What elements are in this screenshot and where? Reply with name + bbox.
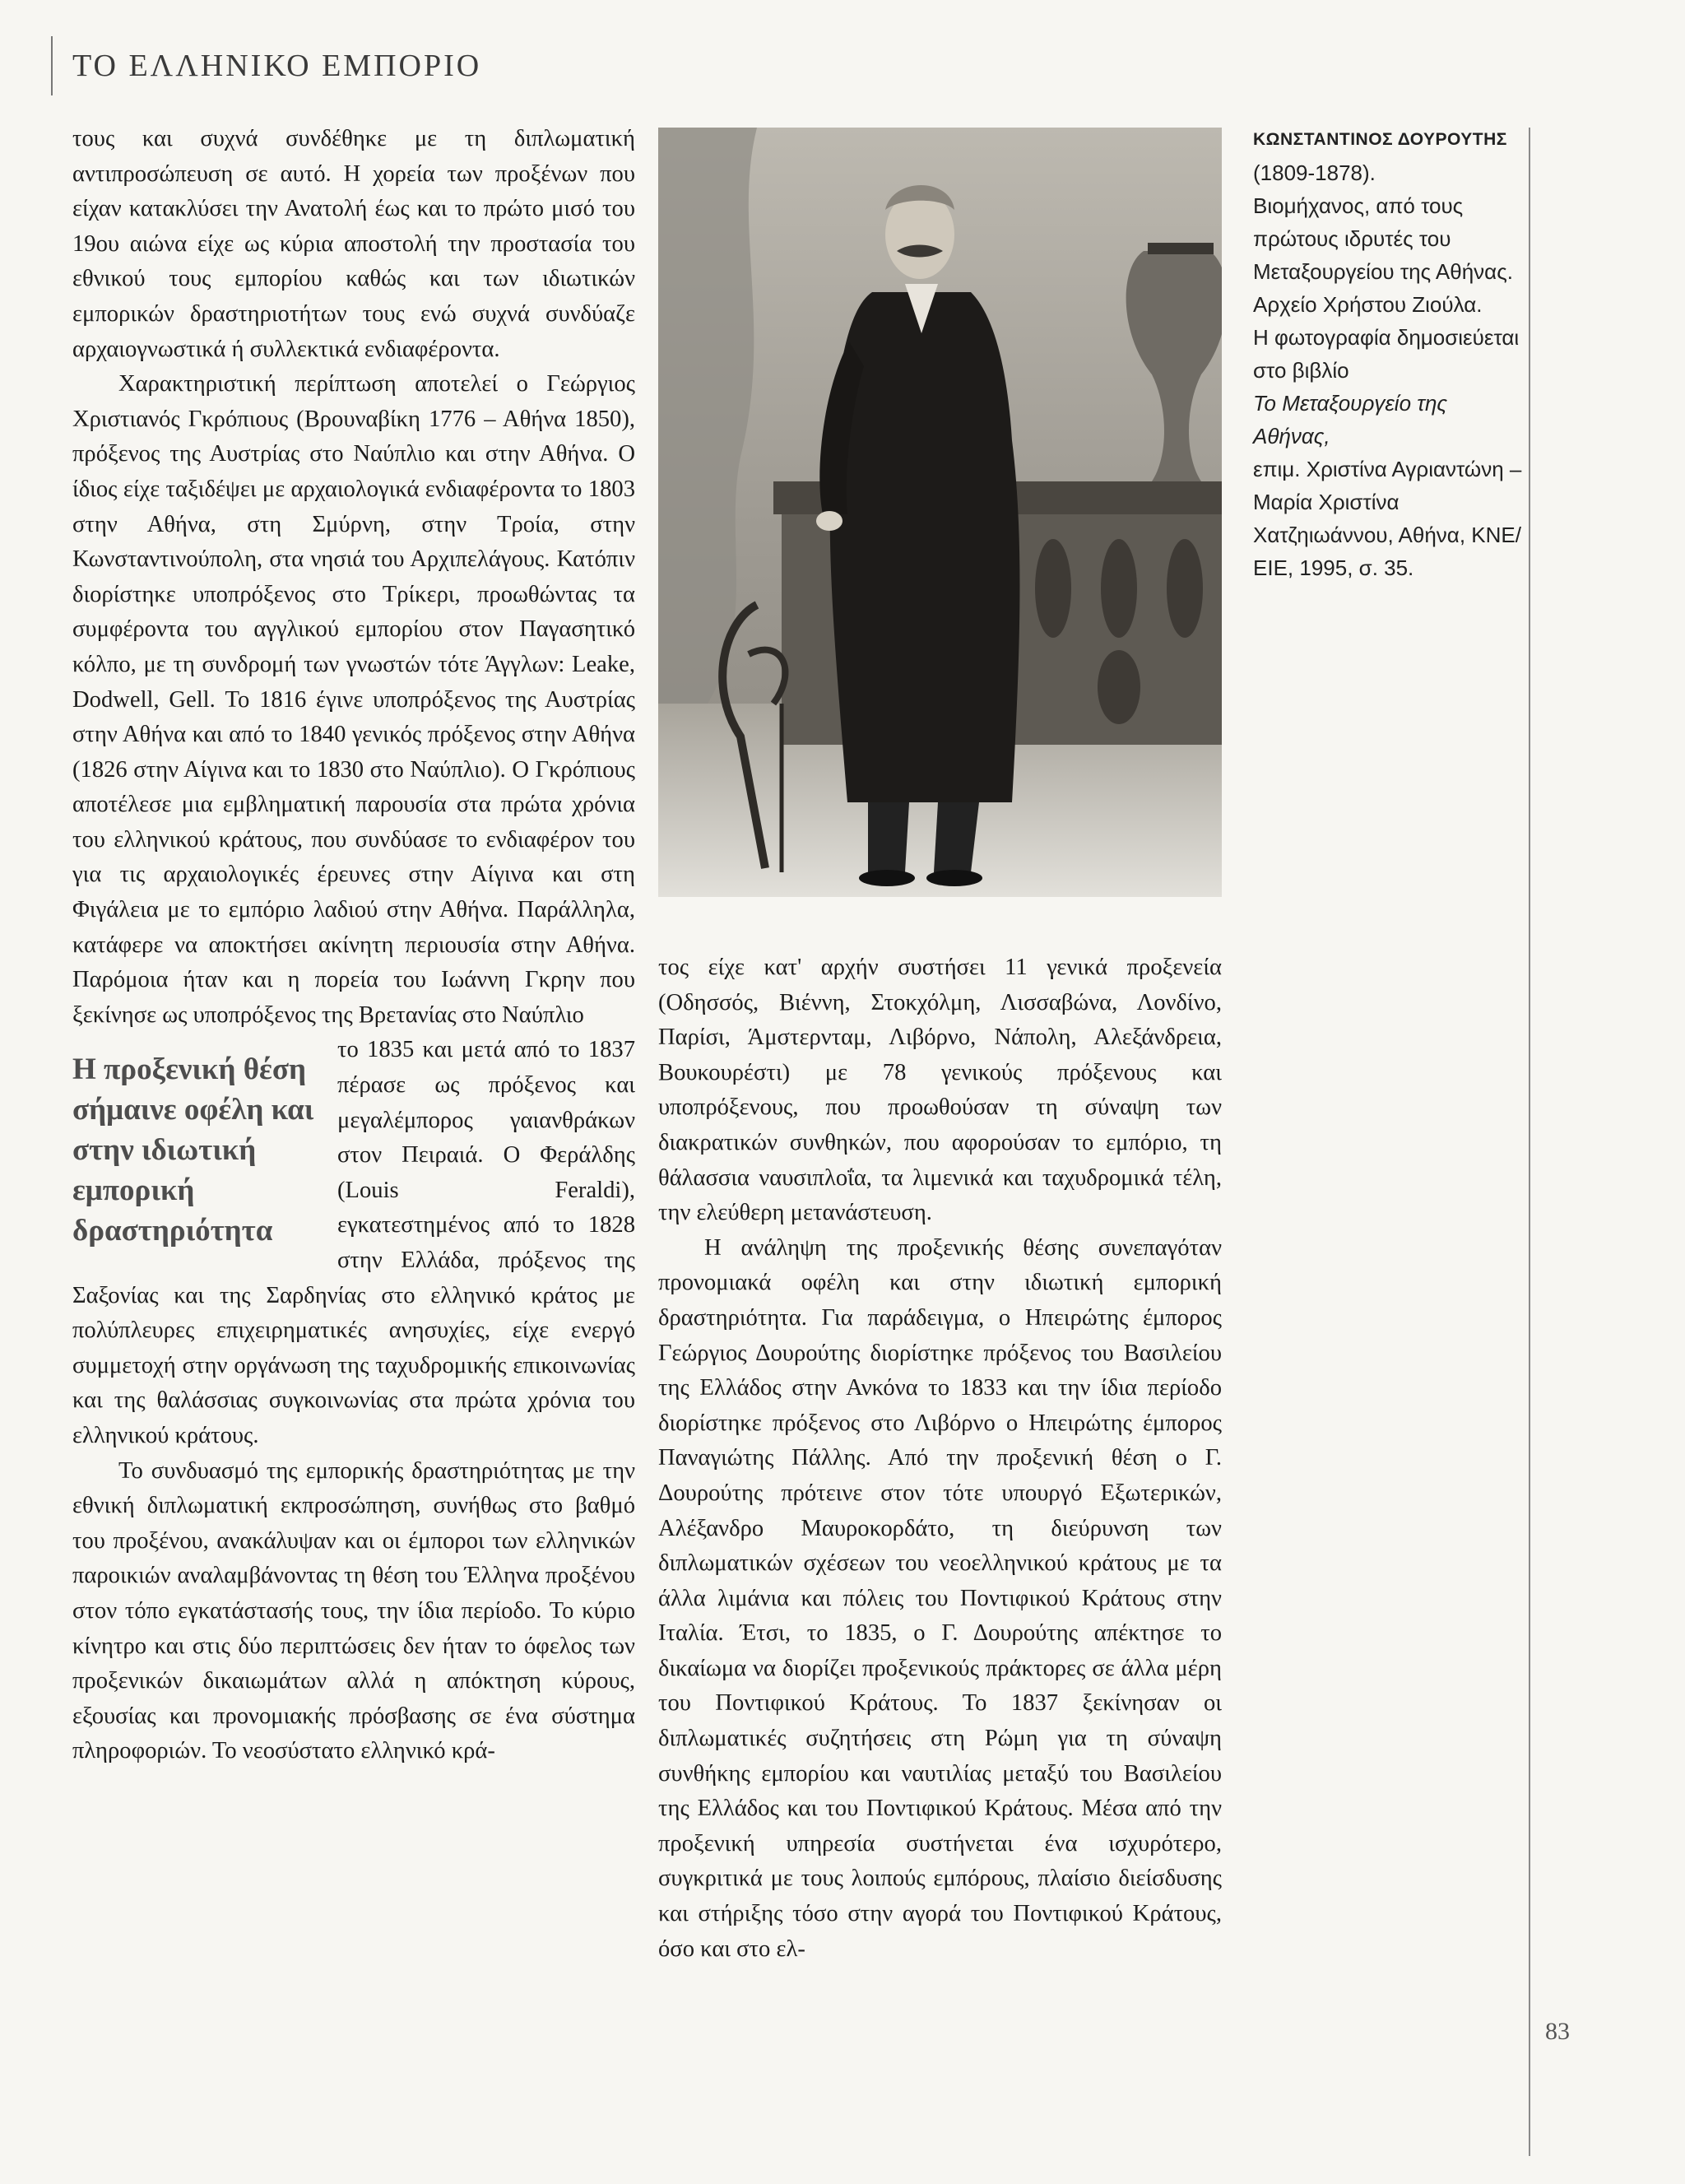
paragraph: Η ανάληψη της προξενικής θέσης συνεπαγόταν προνομιακά οφέλη και στην ιδιωτική εμπορική δραστηριότητα. Για παράδειγμα, ο Ηπειρώτης έμπορος Γεώργιος Δουρούτης διορίστηκε πρόξενος του Βασιλείου της Ελλάδος στην Ανκόνα το 1833 και την ίδια περίοδο διορίστηκε πρόξενος στο Λιβόρνο ο Ηπειρώτης έμπορος Παναγιώτης Πάλλης. Από την προξενική θέση ο Γ. Δουρούτης πρότεινε στον τότε υπουργό Εξωτερικών, Αλέξανδρο Μαυροκορδάτο, τη διεύρυνση των διπλωματικών σχέσεων του νεοελληνικού κράτους με τα άλλα λιμάνια και πόλεις του Ποντιφικού Κράτους στην Ιταλία. Έτσι, το 1835, ο Γ. Δουρούτης απέκτησε το δικαίωμα να διορίζει προξενικούς πράκτορες σε άλλα μέρη του Ποντιφικού Κράτους. Το 1837 ξεκίνησαν οι διπλωματικές συζητήσεις στη Ρώμη για τη σύναψη συνθήκης εμπορίου και ναυτιλίας μεταξύ του Βασιλείου της Ελλάδος και του Ποντιφικού Κράτους. Μέσα από την προξενική υπηρεσία συστήνεται ένα ισχυρότερο, συγκριτικά με τους λοιπούς εμπόρους, πλαίσιο διείσδυσης και στήριξης τόσο στην αγορά του Ποντιφικού Κράτους, όσο και στο ελ- xyxy=(658,1234,1222,1962)
pull-quote: Η προξενική θέση σήμαινε οφέλη και στην ιδιωτική εμπορική δραστηριότητα xyxy=(72,1053,314,1248)
page-number: 83 xyxy=(1545,2018,1570,2045)
paragraph: το 1835 και μετά από το 1837 πέρασε ως πρόξενος και μεγαλέμπορος γαιανθράκων στον Πειραιά. Ο Φεράλδης (Louis Feraldi), εγκατεστημένος από το 1828 στην Ελλάδα, πρόξενος της Σαξονίας και της Σαρδηνίας στο ελληνικό κράτος με πολύπλευρες επιχειρηματικές ανησυχίες, είχε ενεργό συμμετοχή στην οργάνωση της ταχυδρομικής επικοινωνίας και της θαλάσσιας συγκοινωνίας στα πρώτα χρόνια του ελληνικού κράτους. xyxy=(72,1037,635,1448)
paragraph: τος είχε κατ' αρχήν συστήσει 11 γενικά προξενεία (Οδησσός, Βιέννη, Στοκχόλμη, Λισσαβώνα, Λονδίνο, Παρίσι, Άμστερνταμ, Λιβόρνο, Νάπολη, Αλεξάνδρεια, Βουκουρέστι) με 78 γενικούς πρόξενους και υποπρόξενους, που προωθούσαν τη σύναψη των διακρατικών συνθηκών, που αφορούσαν το εμπόριο, τη θάλασσια ναυσιπλοΐα, τα λιμενικά και ταχυδρομικά τέλη, την ελεύθερη μετανάστευση. xyxy=(658,955,1222,1226)
margin-rule xyxy=(1529,128,1530,2156)
caption-dates: (1809-1878). xyxy=(1253,160,1376,185)
caption-name: ΚΩΝΣΤΑΝΤΙΝΟΣ ΔΟΥΡΟΥΤΗΣ xyxy=(1253,130,1507,149)
paragraph: Το συνδυασμό της εμπορικής δραστηριότητας με την εθνική διπλωματική εκπροσώπηση, συνήθως στο βαθμό του προξένου, ανακάλυψαν και οι έμποροι των ελληνικών παροικιών αναλαμβάνοντας τη θέση του Έλληνα προξένου στον τόπο εγκατάστασής τους, την ίδια περίοδο. Το κύριο κίνητρο και στις δύο περιπτώσεις δεν ήταν το όφελος των προξενικών δικαιωμάτων αλλά η απόκτηση κύρους, εξουσίας και προνομιακής πρόσβασης σε ένα σύστημα πληροφοριών. Το νεοσύστατο ελληνικό κρά- xyxy=(72,1457,635,1764)
portrait-photo xyxy=(658,128,1222,897)
running-head: ΤΟ ΕΛΛΗΝΙΚΟ ΕΜΠΟΡΙΟ xyxy=(72,49,482,83)
column-left xyxy=(72,122,635,1769)
caption-book-title: Το Μεταξουργείο της Αθήνας, xyxy=(1253,391,1448,448)
photo-caption xyxy=(1253,123,1525,584)
caption-archive: Αρχείο Χρήστου Ζιούλα. xyxy=(1253,292,1483,317)
paragraph: τους και συχνά συνδέθηκε με τη διπλωματική αντιπροσώπευση σε αυτό. Η χορεία των προξένων που είχαν κατακλύσει την Ανατολή έως και το πρώτο μισό του 19ου αιώνα είχε ως κύρια αποστολή την προστασία του εθνικού τους εμπορίου καθώς και των ιδιωτικών εμπορικών δραστηριοτήτων τους ενώ συχνά συνδύαζε αρχαιογνωστικά ή συλλεκτικά ενδιαφέροντα. xyxy=(72,126,635,362)
caption-editors: επιμ. Χριστίνα Αγριαντώνη – Μαρία Χριστίνα Χατζηιωάννου, Αθήνα, ΚΝΕ/ΕΙΕ, 1995, σ. 35. xyxy=(1253,457,1522,580)
column-right xyxy=(658,950,1222,1967)
paragraph: Χαρακτηριστική περίπτωση αποτελεί ο Γεώργιος Χριστιανός Γκρόπιους (Βρουναβίκη 1776 – Αθήνα 1850), πρόξενος της Αυστρίας στο Ναύπλιο και στην Αθήνα. Ο ίδιος είχε ταξιδέψει με αρχαιολογικά ενδιαφέροντα το 1803 στην Αθήνα, στη Σμύρνη, στην Τροία, στην Κωνσταντινούπολη, στα νησιά του Αρχιπελάγους. Κατόπιν διορίστηκε υποπρόξενος στο Τρίκερι, προωθώντας τα συμφέροντα του αγγλικού εμπορίου στον Παγασητικό κόλπο, με τη συνδρομή των γνωστών τότε Άγγλων: Leake, Dodwell, Gell. Το 1816 έγινε υποπρόξενος της Αυστρίας στην Αθήνα και από το 1840 γενικός πρόξενος στην Αθήνα (1826 στην Αίγινα και το 1830 στο Ναύπλιο). Ο Γκρόπιους αποτέλεσε μια εμβληματική παρουσία στα πρώτα χρόνια του ελληνικού κράτους, που συνδύασε το ενδιαφέρον του για τις αρχαιολογικές έρευνες στην Αίγινα και στη Φιγάλεια με το εμπόριο λαδιού στην Αθήνα. Παράλληλα, κατάφερε να αποκτήσει ακίνητη περιουσία στην Αθήνα. Παρόμοια ήταν και η πορεία του Ιωάννη Γκρην που ξεκίνησε ως υποπρόξενος της Βρετανίας στο Ναύπλιο xyxy=(72,371,635,1028)
caption-published: Η φωτογραφία δημοσιεύεται στο βιβλίο xyxy=(1253,325,1520,383)
portrait-illustration xyxy=(658,128,1222,897)
caption-role: Βιομήχανος, από τους πρώτους ιδρυτές του Μεταξουργείου της Αθήνας. xyxy=(1253,193,1513,284)
header-rule xyxy=(51,36,53,95)
